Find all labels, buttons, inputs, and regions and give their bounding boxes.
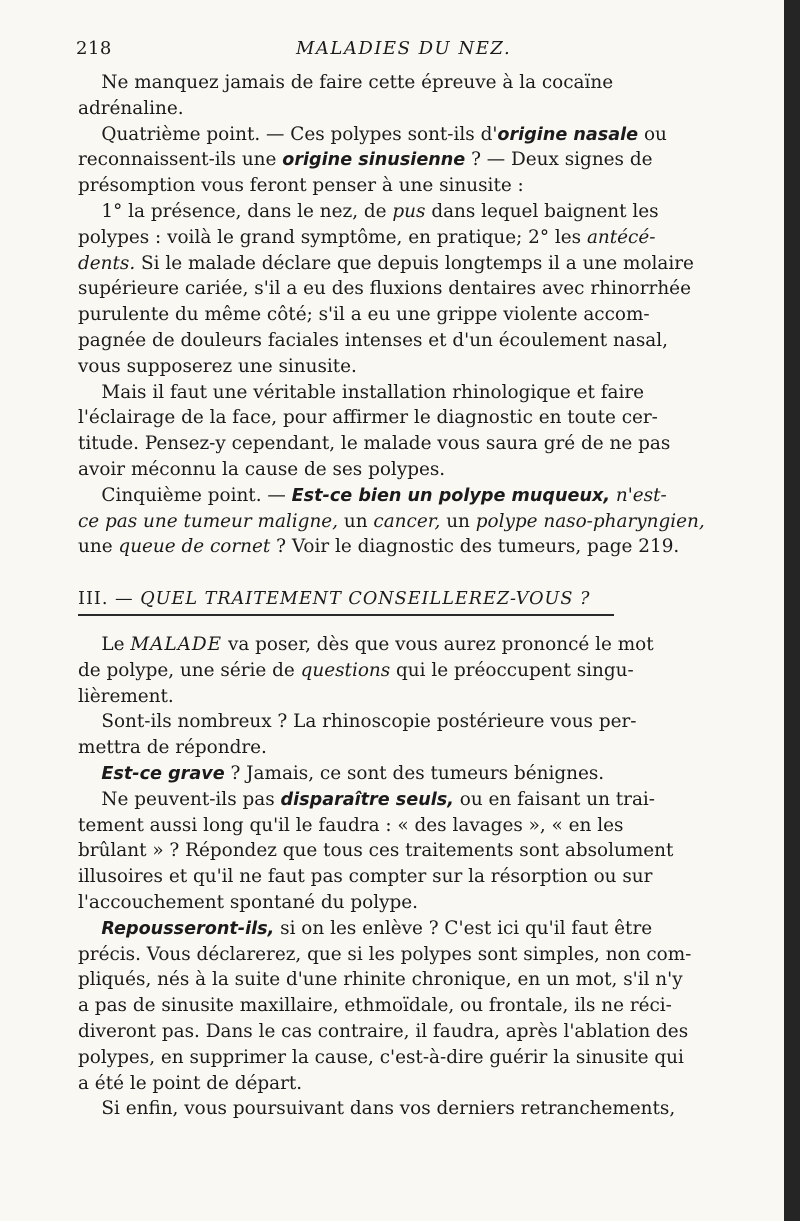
text-run: pliqués, nés à la suite d'une rhinite chronique, en un mot, s'il n'y [78,969,683,991]
text-line [78,225,728,251]
emphasis-italic-run: dents. [78,252,136,274]
emphasis-italic-run: queue de cornet [118,536,271,558]
emphasis-bold-run: origine nasale [497,124,639,145]
text-run: pagnée de douleurs faciales intenses et d'un écoulement nasal, [78,329,668,351]
text-line [78,147,728,173]
text-line [78,405,728,431]
text-line [78,735,728,761]
text-line [78,942,728,968]
emphasis-italic-run: ce pas une tumeur maligne, [78,510,339,532]
emphasis-italic-run: antécé- [586,226,656,248]
text-run: ? Voir le diagnostic des tumeurs, page 219. [270,536,680,558]
text-line [78,173,728,199]
running-head: MALADIES DU NEZ. [296,38,512,59]
text-line [78,916,728,942]
text-run: va poser, dès que vous aurez prononcé le mot [222,634,654,655]
text-run: diveront pas. Dans le cas contraire, il faudra, après l'ablation des [78,1020,689,1042]
text-run: purulente du même côté; s'il a eu une grippe violente accom- [78,304,650,326]
text-run: ? — Deux signes de [465,149,653,171]
emphasis-italic-run: polype naso-pharyngien, [475,510,705,532]
text-run: 1° la présence, dans le nez, de [78,200,393,222]
text-run: qui le préoccupent singu- [390,659,634,681]
text-run: Ne manquez jamais de faire cette épreuve à la cocaïne [78,72,614,93]
text-run: une [78,536,119,558]
text-run: un [338,510,374,532]
section-rule [78,614,614,616]
text-run: adrénaline. [78,97,184,119]
text-line [78,787,728,813]
text-line [78,328,728,354]
emphasis-bold-run: Est-ce bien un polype muqueux, [291,485,610,506]
text-run [78,763,101,784]
text-line [78,1045,728,1071]
text-run: si on les enlève ? C'est ici qu'il faut être [274,917,653,939]
text-line [78,380,728,406]
body-text-part-2 [78,632,728,1122]
text-run: ? Jamais, ce sont des tumeurs bénignes. [224,762,605,784]
text-line [78,302,728,328]
text-line [78,761,728,787]
text-run: lièrement. [78,685,174,707]
emphasis-italic-run: cancer, [373,510,441,532]
emphasis-bold-run: disparaître seuls, [280,789,454,810]
text-run: titude. Pensez-y cependant, le malade vous saura gré de ne pas [78,433,671,455]
emphasis-bold-run: Repousseront-ils, [101,918,275,939]
text-run: Si le malade déclare que depuis longtemps il a une molaire [135,252,694,274]
text-line [78,534,728,560]
text-run: précis. Vous déclarerez, que si les polypes sont simples, non com- [78,943,692,965]
text-run: dans lequel baignent les [425,200,659,222]
emphasis-italic-run: n'est- [615,484,667,506]
text-line [78,199,728,225]
text-run: polypes, en supprimer la cause, c'est-à-dire guérir la sinusite qui [78,1046,684,1068]
text-line [78,251,728,277]
text-run: vous supposerez une sinusite. [78,355,357,377]
page-number: 218 [76,38,112,59]
text-run: reconnaissent-ils une [78,149,283,171]
section-numeral: III. — [78,589,141,609]
text-line [78,813,728,839]
text-line [78,1071,728,1097]
scan-gutter [784,0,800,1221]
text-run: Mais il faut une véritable installation rhinologique et faire [78,381,645,403]
text-line [78,864,728,890]
text-line [78,709,728,735]
text-run: Quatrième point. — Ces polypes sont-ils d' [78,123,498,145]
text-line [78,632,728,658]
text-run: mettra de répondre. [78,737,267,759]
text-line [78,354,728,380]
section-heading [78,589,728,609]
text-run: tement aussi long qu'il le faudra : « des lavages », « en les [78,814,624,836]
text-run: polypes : voilà le grand symptôme, en pratique; 2° les [78,226,587,248]
text-line [78,967,728,993]
text-run: présomption vous feront penser à une sinusite : [78,175,524,197]
text-run: Si enfin, vous poursuivant dans vos derniers retranchements, [78,1098,676,1120]
text-run: Le [78,634,131,655]
emphasis-bold-run: origine sinusienne [282,150,466,171]
text-run [78,918,101,939]
text-line [78,509,728,535]
text-line [78,431,728,457]
text-run: avoir méconnu la cause de ses polypes. [78,458,446,480]
text-run: brûlant » ? Répondez que tous ces traitements sont absolument [78,840,674,862]
text-line [78,1096,728,1122]
text-line [78,993,728,1019]
text-line [78,276,728,302]
text-line [78,684,728,710]
section-title: QUEL TRAITEMENT CONSEILLEREZ-VOUS ? [140,589,591,609]
text-run: Sont-ils nombreux ? La rhinoscopie postérieure vous per- [78,711,637,733]
text-run: illusoires et qu'il ne faut pas compter sur la résorption ou sur [78,866,653,888]
text-run: un [440,510,476,532]
text-run: Ne peuvent-ils pas [78,788,281,810]
emphasis-italic-run: MALADE [130,634,223,655]
text-run: a été le point de départ. [78,1072,303,1094]
emphasis-bold-run: Est-ce grave [101,763,225,784]
text-run: a pas de sinusite maxillaire, ethmoïdale, ou frontale, ils ne réci- [78,995,672,1017]
emphasis-italic-run: pus [392,200,426,222]
text-run: de polype, une série de [78,659,301,681]
text-run: ou en faisant un trai- [453,788,655,810]
page-header [76,38,726,66]
text-line [78,1019,728,1045]
text-run: Cinquième point. — [78,484,292,506]
text-line [78,122,728,148]
text-line [78,70,728,96]
text-run: l'accouchement spontané du polype. [78,891,418,913]
text-line [78,457,728,483]
text-line [78,483,728,509]
text-line [78,96,728,122]
text-line [78,658,728,684]
text-run: l'éclairage de la face, pour affirmer le diagnostic en toute cer- [78,407,658,429]
text-line [78,838,728,864]
emphasis-italic-run: questions [300,659,391,681]
text-run: supérieure cariée, s'il a eu des fluxions dentaires avec rhinorrhée [78,278,691,300]
body-text-part-1 [78,70,728,560]
text-run: ou [638,123,667,145]
text-line [78,890,728,916]
